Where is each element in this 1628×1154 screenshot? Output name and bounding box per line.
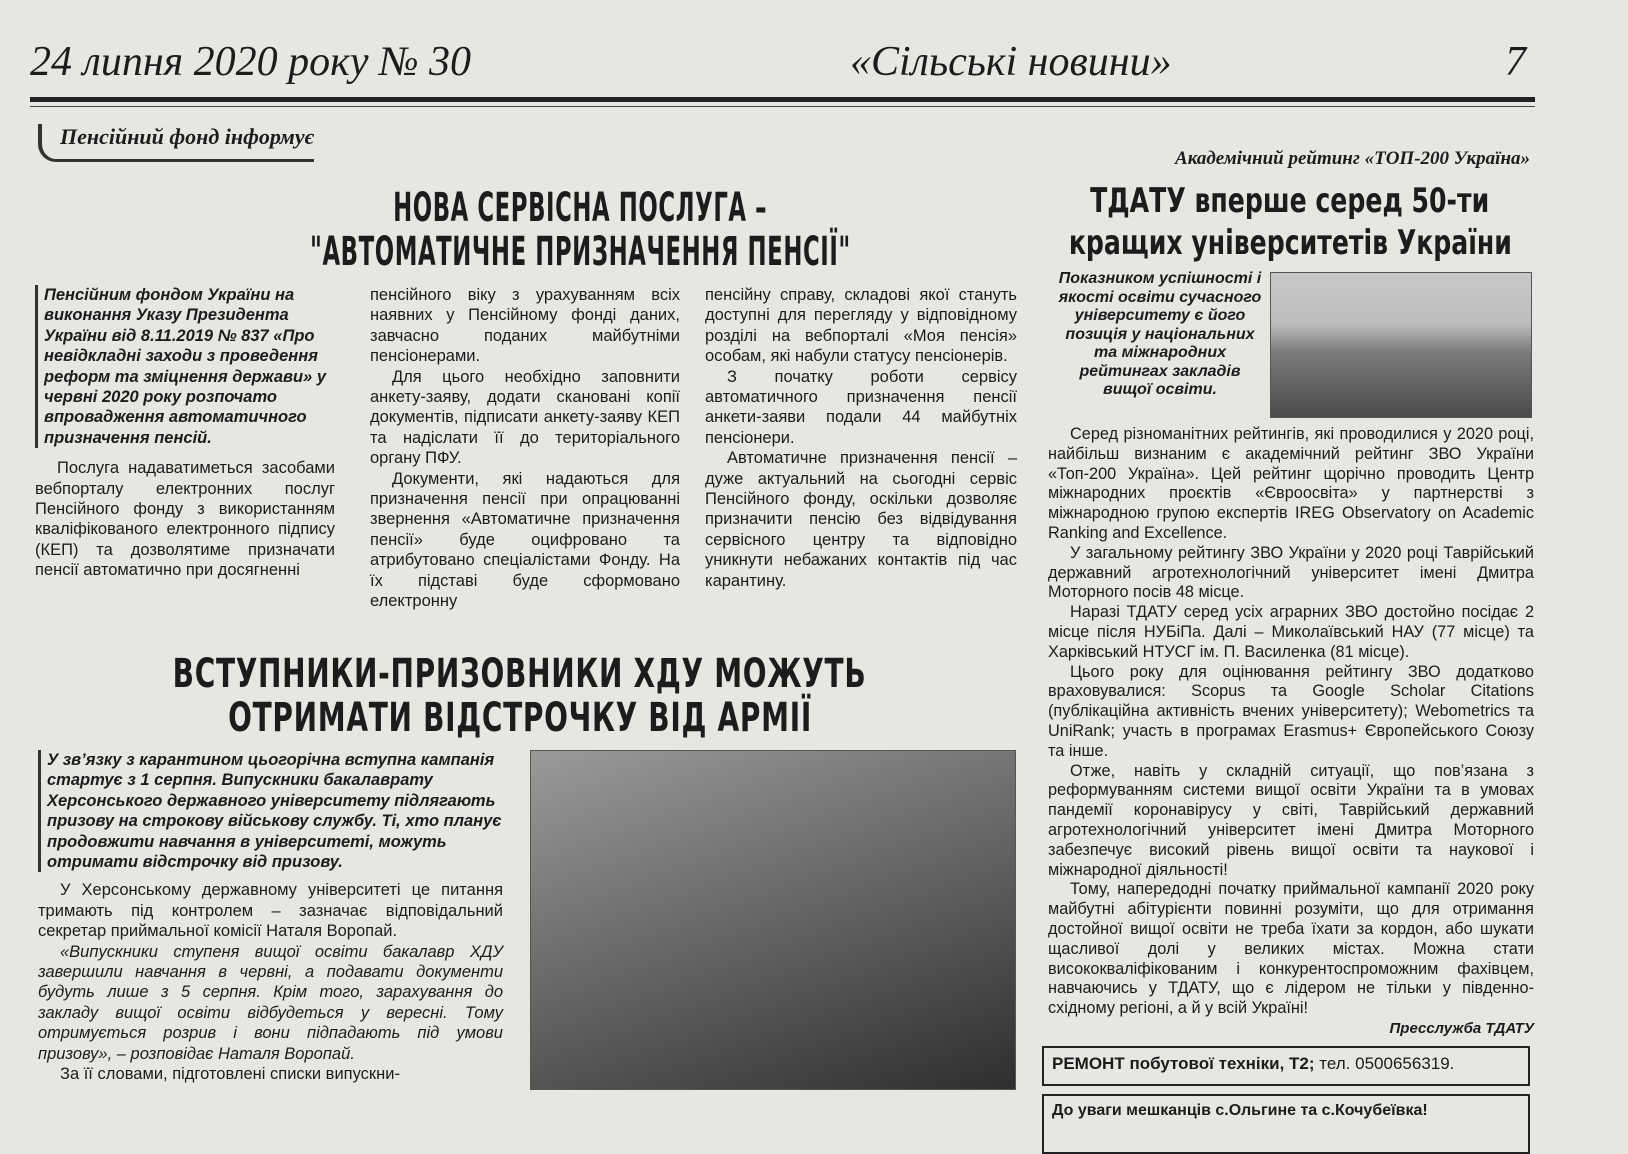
paragraph: пенсійного віку з урахуванням всіх наявних у Пенсійному фонді даних, завчасно поданих майбутніми пенсіонерами. (370, 286, 680, 366)
article1-headline (230, 186, 930, 274)
paragraph: «Випускники ступеня вищої освіти бакалавр ХДУ завершили навчання в червні, а подавати документи будуть лише з 5 серпня. Крім того, зарахування до закладу вищої освіти відбудеться у вересні. Тому отримується розрив і вони підпадають під умови призову», – розповідає Наталя Воропай. (38, 942, 503, 1063)
headline-line: ВСТУПНИКИ-ПРИЗОВНИКИ ХДУ МОЖУТЬ (173, 651, 867, 697)
headline-line: ОТРИМАТИ ВІДСТРОЧКУ ВІД АРМІЇ (228, 695, 812, 741)
paragraph: Автоматичне призначення пенсії – дуже актуальний на сьогодні сервіс Пенсійного фонду, оскільки дозволяє призначити пенсію без відвідування сервісного центру та відповідно уникнути небажаних контактів під час карантину. (705, 449, 1017, 590)
article3-body (1048, 425, 1534, 1039)
paragraph: У загальному рейтингу ЗВО України у 2020 році Таврійський державний агротехнологічний університет імені Дмитра Моторного посів 48 місце. (1048, 543, 1534, 602)
paragraph: Тому, напередодні початку приймальної кампанії 2020 року майбутні абітурієнти повинні розуміти, що для отримання достойної вищої освіти не треба їхати за кордон, або шукати щасливої долі у великих містах. Можна стати висококваліфікованим і конкурентоспроможним фахівцем, навчаючись у ТДАТУ, що є лідером не тільки у південно-східному регіоні, а й у всій Україні! (1048, 880, 1534, 1018)
notice-ad: До уваги мешканців с.Ольгине та с.Кочубеївка! (1042, 1094, 1530, 1154)
paragraph: Отже, навіть у складній ситуації, що пов’язана з реформуванням системи вищої освіти України та в умовах пандемії коронавірусу у світі, Таврійський державний агротехнологічний університет імені Дмитра Моторного забезпечує високий рівень вищої освіти та наукової і міжнародної діяльності! (1048, 761, 1534, 879)
headline-line: ТДАТУ вперше серед 50-ти (1090, 181, 1490, 221)
article2-headline (170, 652, 870, 740)
paragraph: У Херсонському державному університеті це питання тримають під контролем – зазначає відповідальний секретар приймальної комісії Наталя Воропай. (38, 881, 503, 941)
paragraph: За її словами, підготовлені списки випускни- (60, 1065, 400, 1084)
article2-text (38, 750, 503, 1085)
university-photo (1270, 272, 1532, 418)
article3-signature: Пресслужба ТДАТУ (1389, 1019, 1534, 1037)
article3-headline (1050, 180, 1530, 264)
article1-lead: Пенсійним фондом України на виконання Указу Президента України від 8.11.2019 № 837 «Про невідкладні заходи з проведення реформ та зміцнення держави» у червні 2020 року розпочато впровадження автоматичного призначення пенсій. (35, 285, 335, 448)
article3-kicker: Академічний рейтинг «ТОП-200 Україна» (1175, 148, 1530, 169)
paragraph: Документи, які надаються для призначення пенсії при опрацюванні звернення «Автоматичне призначення пенсії» буде оцифровано та атрибутовано спеціалістами Фонду. На їх підставі буде сформовано електронну (370, 469, 680, 611)
paragraph: Серед різноманітних рейтингів, які проводилися у 2020 році, найбільш визнаним є академічний рейтинг ЗВО України «Топ-200 Україна». Цей рейтинг щорічно проводить Центр міжнародних проєктів «Євроосвіта» у партнерстві з міжнародною групою експертів IREG Observatory on Academic Ranking and Excellence. (1048, 425, 1534, 542)
repair-ad-title: РЕМОНТ побутової техніки, Т2; (1052, 1054, 1315, 1073)
paragraph: Послуга надаватиметься засобами вебпорталу електронних послуг Пенсійного фонду з використанням кваліфікованого електронного підпису (КЕП) та дозволятиме призначати пенсії автоматично при досягненні (35, 459, 335, 580)
paragraph: З початку роботи сервісу автоматичного призначення пенсії анкети-заяви подали 44 майбутніх пенсіонери. (705, 367, 1017, 447)
article3-lead: Показником успішності і якості освіти сучасного університету є його позиція у національних та міжнародних рейтингах закладів вищої освіти. (1058, 270, 1262, 398)
header-rule-thin (30, 106, 1535, 107)
headline-line: кращих університетів України (1068, 223, 1512, 263)
article2-photo (530, 750, 1016, 1090)
page-number: 7 (1505, 39, 1526, 85)
headline-line: НОВА СЕРВІСНА ПОСЛУГА – (392, 185, 768, 231)
paragraph: Для цього необхідно заповнити анкету-заяву, додати скановані копії документів, підписати анкету-заяву КЕП та надіслати її до територіального органу ПФУ. (370, 367, 680, 468)
article1-col3 (705, 285, 1017, 591)
repair-ad (1042, 1046, 1530, 1086)
article1-col2 (370, 285, 680, 612)
article1-col1 (35, 285, 335, 581)
repair-ad-phone: тел. 0500656319. (1319, 1054, 1455, 1073)
issue-date: 24 липня 2020 року № 30 (30, 39, 472, 85)
newspaper-title: «Сільські новини» (850, 39, 1172, 85)
headline-line: "АВТОМАТИЧНЕ ПРИЗНАЧЕННЯ ПЕНСІЇ" (309, 229, 851, 275)
header-rule (30, 97, 1535, 102)
paragraph: Наразі ТДАТУ серед усіх аграрних ЗВО достойно посідає 2 місце після НУБіПа. Далі – Миколаївський НАУ (77 місце) та Харківський НТУСГ ім. П. Василенка (81 місце). (1048, 603, 1534, 661)
paragraph: пенсійну справу, складові якої стануть доступні для перегляду у відповідному розділі на вебпорталі «Моя пенсія» особам, які набули статусу пенсіонерів. (705, 286, 1017, 366)
article2-lead: У зв’язку з карантином цьогорічна вступна кампанія стартує з 1 серпня. Випускники бакалаврату Херсонського державного університету підлягають призову на строкову військову службу. Ті, хто планує продовжити навчання в університеті, можуть отримати відстрочку від призову. (38, 750, 503, 872)
section-tag: Пенсійний фонд інформує (38, 124, 314, 162)
paragraph: Цього року для оцінювання рейтингу ЗВО додатково враховувалися: Scopus та Google Scholar Citations (публікаційна активність вчених університету); Webometrics та UniRank; участь в програмах Erasmus+ Європейського Союзу та інше. (1048, 662, 1534, 760)
